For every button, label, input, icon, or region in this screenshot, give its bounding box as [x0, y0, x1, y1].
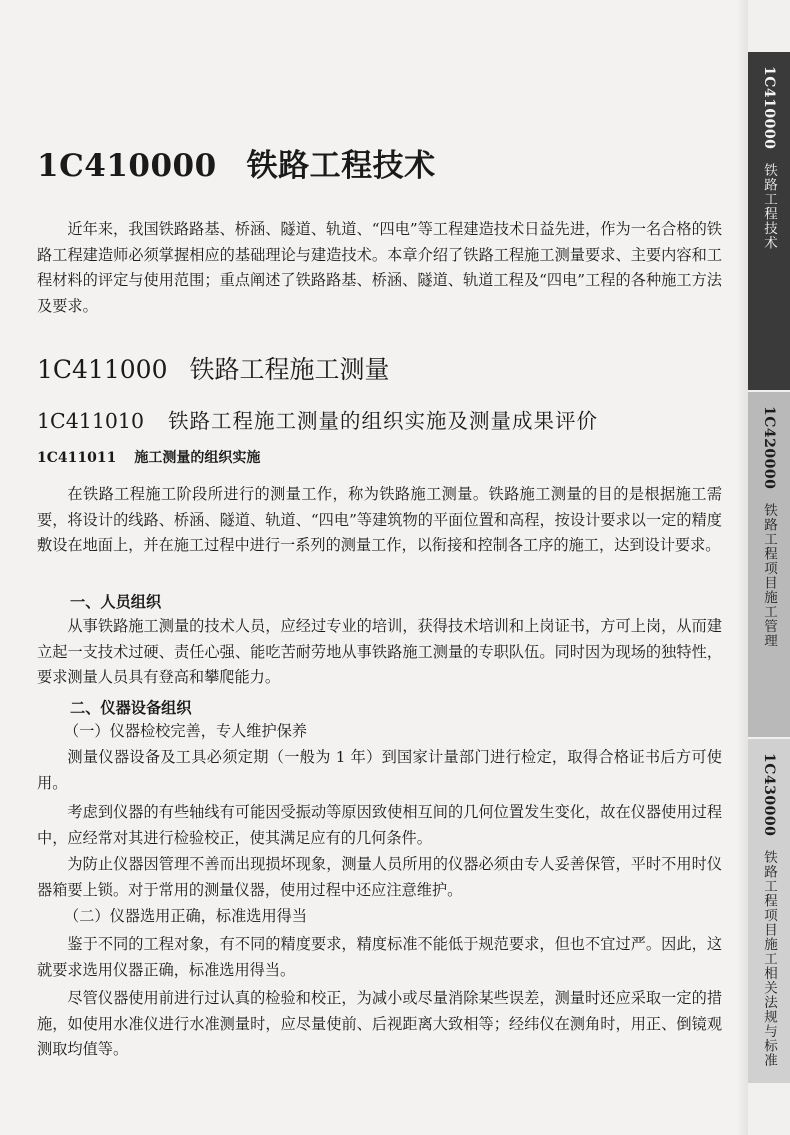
side-tab-chapter-2[interactable]	[748, 392, 790, 737]
body-paragraph: 在铁路工程施工阶段所进行的测量工作，称为铁路施工测量。铁路施工测量的目的是根据施工需要，将设计的线路、桥涵、隧道、轨道、“四电”等建筑物的平面位置和高程，按设计要求以一定的精度敷设在地面上，并在施工过程中进行一系列的测量工作，以衔接和控制各工序的施工，达到设计要求。	[37, 485, 722, 555]
item-title	[37, 447, 260, 467]
intro-paragraph: 近年来，我国铁路路基、桥涵、隧道、轨道、“四电”等工程建造技术日益先进，作为一名合格的铁路工程建造师必须掌握相应的基础理论与建造技术。本章介绍了铁路工程施工测量要求、主要内容和工程材料的评定与使用范围；重点阐述了铁路路基、桥涵、隧道、轨道工程及“四电”工程的各种施工方法及要求。	[37, 220, 722, 315]
body-paragraph: 测量仪器设备及工具必须定期（一般为 1 年）到国家计量部门进行检定，取得合格证书后方可使用。	[37, 748, 722, 792]
side-tab-label: 铁路工程技术	[761, 163, 777, 251]
heading-equipment: 二、仪器设备组织	[70, 699, 192, 717]
side-tab-code: 1C430000	[761, 753, 777, 837]
side-tab-label: 铁路工程项目施工管理	[761, 503, 777, 649]
chapter-name: 铁路工程技术	[246, 148, 436, 184]
section-code: 1C411000	[37, 355, 168, 384]
body-paragraph: 鉴于不同的工程对象，有不同的精度要求，精度标准不能低于规范要求，但也不宜过严。因此，这就要求选用仪器正确，标准选用得当。	[37, 935, 722, 979]
body-paragraph: 尽管仪器使用前进行过认真的检验和校正，为减小或尽量消除某些误差，测量时还应采取一定的措施，如使用水准仪进行水准测量时，应尽量使前、后视距离大致相等；经纬仪在测角时，用正、倒镜观测取均值等。	[37, 989, 722, 1059]
subsection-code: 1C411010	[37, 409, 144, 433]
subsection-title	[37, 404, 598, 434]
subheading-calibration: （一）仪器检校完善，专人维护保养	[64, 722, 307, 740]
side-tab-code: 1C420000	[761, 406, 777, 490]
side-tab-chapter-3[interactable]	[748, 739, 790, 1083]
heading-personnel: 一、人员组织	[70, 593, 162, 611]
subheading-selection: （二）仪器选用正确，标准选用得当	[64, 907, 307, 925]
body-paragraph: 从事铁路施工测量的技术人员，应经过专业的培训，获得技术培训和上岗证书，方可上岗，从而建立起一支技术过硬、责任心强、能吃苦耐劳地从事铁路施工测量的专职队伍。同时因为现场的独特性，要求测量人员具有登高和攀爬能力。	[37, 617, 722, 687]
chapter-code: 1C410000	[37, 148, 217, 184]
body-paragraph: 考虑到仪器的有些轴线有可能因受振动等原因致使相互间的几何位置发生变化，故在仪器使用过程中，应经常对其进行检验校正，使其满足应有的几何条件。	[37, 803, 722, 847]
chapter-title	[37, 140, 436, 185]
item-name: 施工测量的组织实施	[134, 450, 261, 466]
section-title	[37, 350, 389, 386]
section-name: 铁路工程施工测量	[189, 355, 390, 384]
page-edge	[736, 0, 748, 1135]
side-tab-label: 铁路工程项目施工相关法规与标准	[761, 850, 777, 1068]
body-paragraph: 为防止仪器因管理不善而出现损坏现象，测量人员所用的仪器必须由专人妥善保管，平时不用时仪器箱要上锁。对于常用的测量仪器，使用过程中还应注意维护。	[37, 855, 722, 899]
side-tab-code: 1C410000	[761, 66, 777, 150]
side-tab-chapter-1[interactable]	[748, 52, 790, 390]
subsection-name: 铁路工程施工测量的组织实施及测量成果评价	[167, 409, 598, 433]
item-code: 1C411011	[37, 450, 117, 466]
